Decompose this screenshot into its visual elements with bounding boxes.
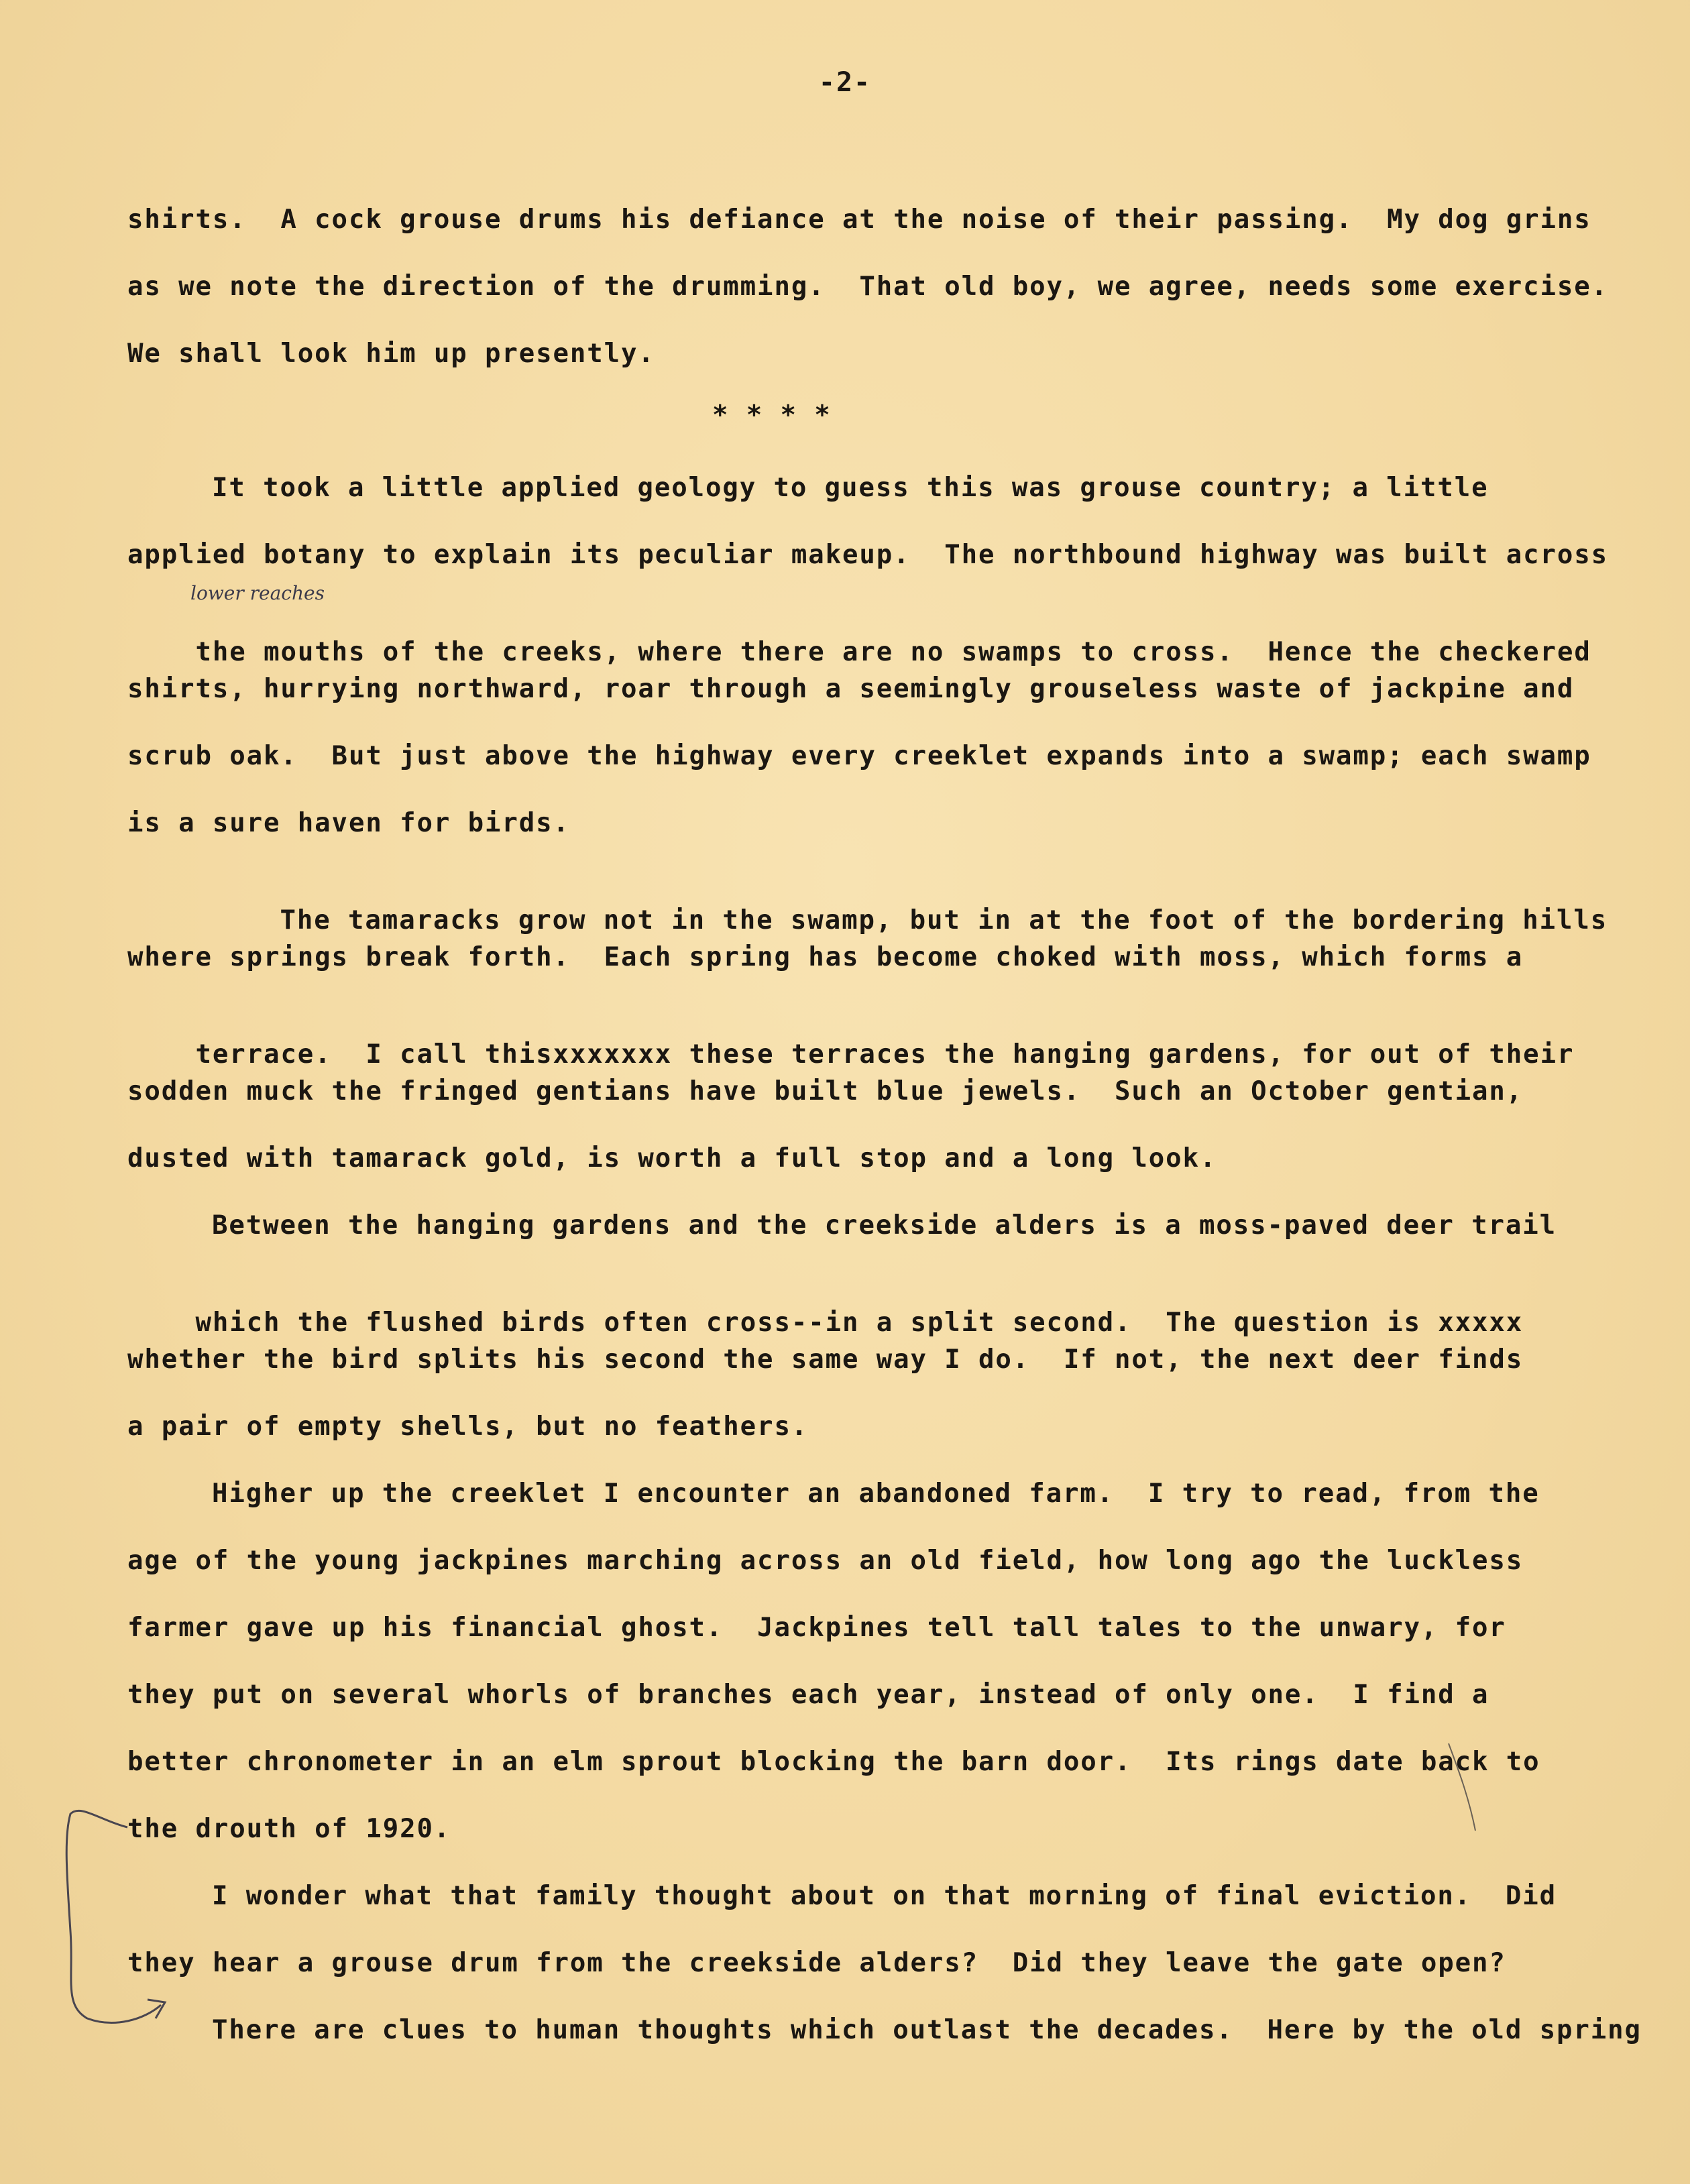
page-number: -2- (818, 67, 872, 98)
line-8: scrub oak. But just above the highway every creeklet expands into a swamp; each swamp (127, 741, 1591, 771)
line-6-end: of the creeks, where there are no swamps to cross. Hence the checkered (365, 637, 1591, 667)
line-14: dusted with tamarack gold, is worth a full stop and a long look. (127, 1143, 1217, 1173)
line-18: a pair of empty shells, but no feathers. (127, 1412, 809, 1442)
line-26: they hear a grouse drum from the creekside alders? Did they leave the gate open? (127, 1948, 1506, 1978)
line-7: shirts, hurrying northward, roar through a seemingly grouseless waste of jackpine and (127, 674, 1575, 704)
line-21: farmer gave up his financial ghost. Jackpines tell tall tales to the unwary, for (127, 1613, 1506, 1643)
line-10-end: at the foot of the bordering hills (1011, 905, 1608, 935)
line-16-text: which the flushed birds often cross--in a split second. The question is (195, 1308, 1421, 1338)
struck-word: mouths (264, 637, 366, 667)
struck-word: in (978, 905, 1012, 935)
line-4: It took a little applied geology to guess this was grouse country; a little (212, 473, 1489, 503)
line-25: I wonder what that family thought about on that morning of final eviction. Did (212, 1881, 1557, 1911)
handwritten-insertion: lower reaches (190, 582, 325, 604)
line-20: age of the young jackpines marching across an old field, how long ago the luckless (127, 1546, 1524, 1576)
line-23: better chronometer in an elm sprout blocking the barn door. Its rings date back to (127, 1747, 1540, 1777)
line-22: they put on several whorls of branches each year, instead of only one. I find a (127, 1680, 1489, 1710)
struck-word: xxxxx (1438, 1308, 1524, 1338)
line-12-start: terrace. I call (195, 1039, 485, 1070)
line-13: sodden muck the fringed gentians have built blue jewels. Such an October gentian, (127, 1076, 1524, 1106)
line-10-start: The tamaracks grow not in the swamp, but (280, 905, 978, 935)
line-9: is a sure haven for birds. (127, 808, 570, 838)
struck-word: thisxxxxxxx (485, 1039, 673, 1070)
line-6-start: the (195, 637, 264, 667)
line-12-end: these terraces the hanging gardens, for out of their (672, 1039, 1575, 1070)
line-27: There are clues to human thoughts which outlast the decades. Here by the old spring (212, 2015, 1642, 2045)
line-1: shirts. A cock grouse drums his defiance at the noise of their passing. My dog grins (127, 205, 1591, 235)
line-3: We shall look him up presently. (127, 339, 655, 369)
line-17: whether the bird splits his second the same way I do. If not, the next deer finds (127, 1344, 1524, 1375)
line-11: where springs break forth. Each spring has become choked with moss, which forms a (127, 942, 1524, 972)
line-19: Higher up the creeklet I encounter an abandoned farm. I try to read, from the (212, 1479, 1540, 1509)
line-15: Between the hanging gardens and the creekside alders is a moss-paved deer trail (212, 1210, 1557, 1241)
line-24: the drouth of 1920. (127, 1814, 451, 1844)
line-2: as we note the direction of the drumming. That old boy, we agree, needs some exercise. (127, 272, 1609, 302)
section-separator: * * * * (712, 400, 832, 430)
line-5: applied botany to explain its peculiar makeup. The northbound highway was built across (127, 540, 1609, 570)
